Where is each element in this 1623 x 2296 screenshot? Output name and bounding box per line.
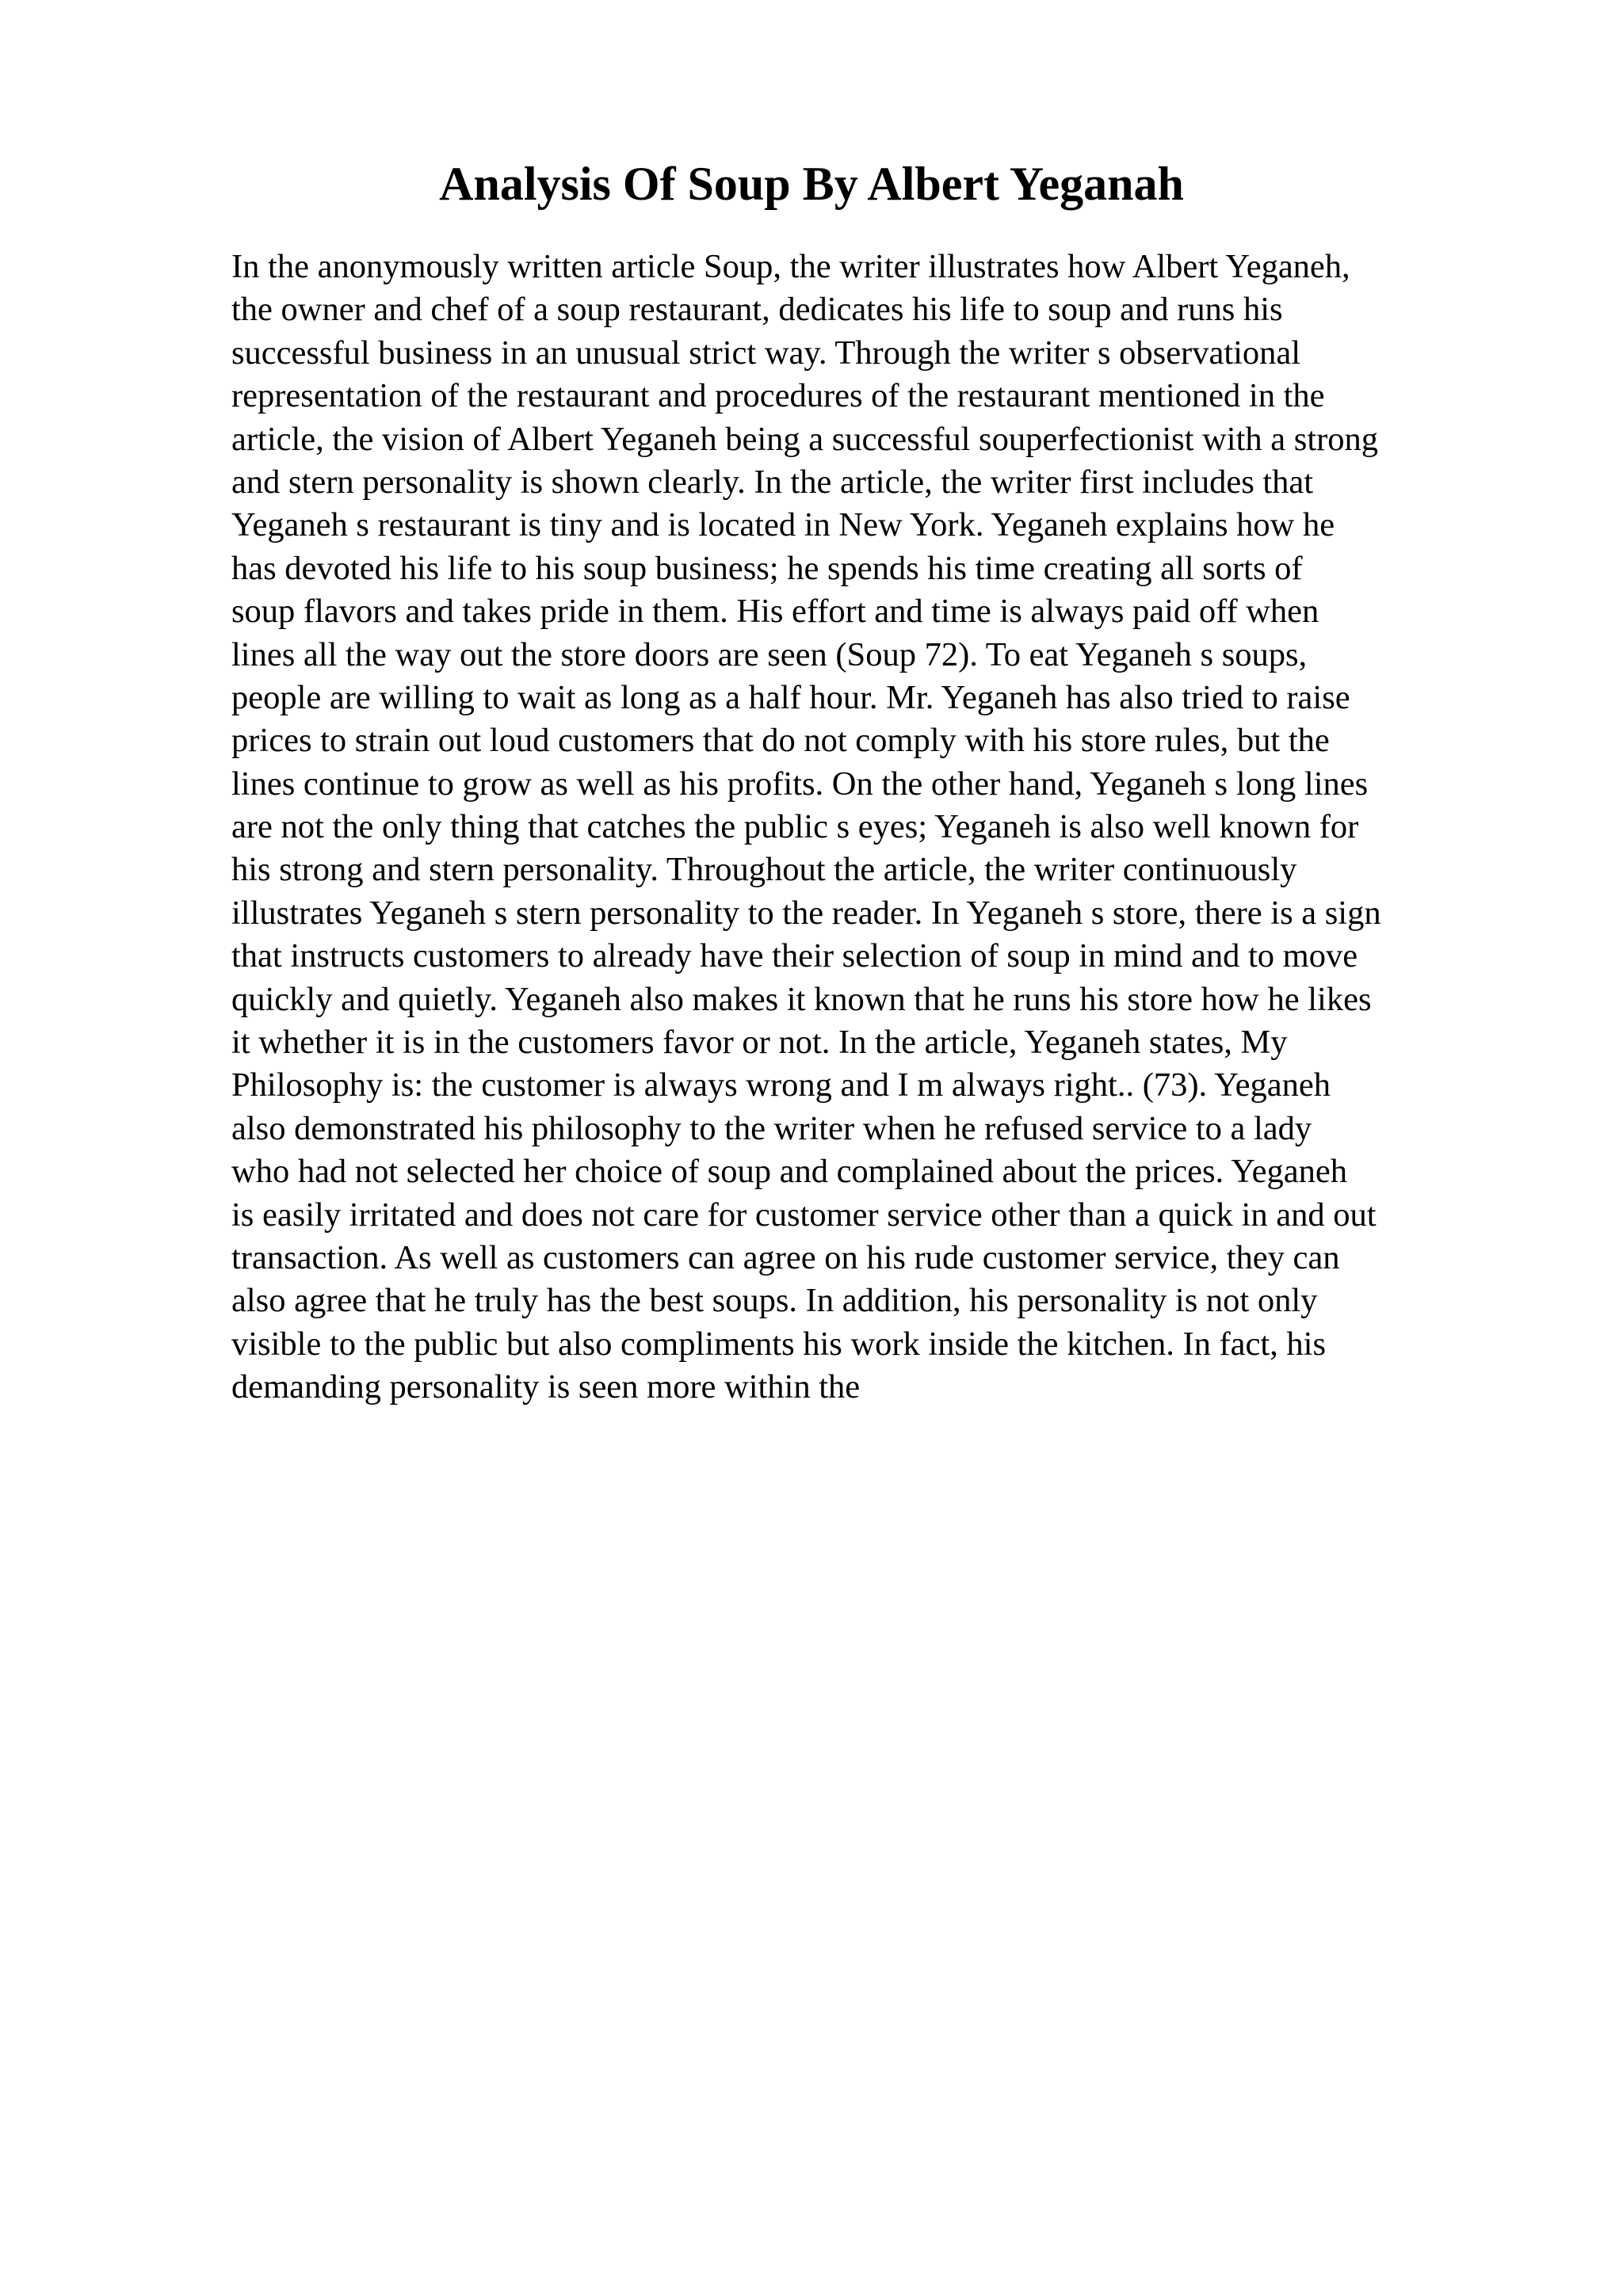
body-line: who had not selected her choice of soup and complained about the prices. Yeganeh bbox=[231, 1153, 1347, 1191]
body-line: are not the only thing that catches the public s eyes; Yeganeh is also well known for bbox=[231, 808, 1359, 846]
body-line: Philosophy is: the customer is always wrong and I m always right.. (73). Yeganeh bbox=[231, 1066, 1331, 1104]
body-line: transaction. As well as customers can agree on his rude customer service, they can bbox=[231, 1238, 1340, 1276]
body-line: Yeganeh s restaurant is tiny and is located in New York. Yeganeh explains how he bbox=[231, 506, 1335, 544]
body-line: and stern personality is shown clearly. In the article, the writer first includes that bbox=[231, 463, 1314, 501]
body-line: illustrates Yeganeh s stern personality to the reader. In Yeganeh s store, there is a sign bbox=[231, 894, 1381, 932]
document-body bbox=[231, 246, 1594, 1409]
body-line: visible to the public but also compliments his work inside the kitchen. In fact, his bbox=[231, 1325, 1327, 1363]
body-line: lines all the way out the store doors are seen (Soup 72). To eat Yeganeh s soups, bbox=[231, 635, 1308, 673]
body-line: is easily irritated and does not care for customer service other than a quick in and out bbox=[231, 1196, 1377, 1234]
body-line: it whether it is in the customers favor or not. In the article, Yeganeh states, My bbox=[231, 1024, 1288, 1062]
body-line: article, the vision of Albert Yeganeh being a successful souperfectionist with a strong bbox=[231, 420, 1379, 458]
body-line: also agree that he truly has the best soups. In addition, his personality is not only bbox=[231, 1282, 1318, 1320]
body-line: prices to strain out loud customers that do not comply with his store rules, but the bbox=[231, 722, 1330, 760]
document-title: Analysis Of Soup By Albert Yeganah bbox=[439, 158, 1184, 210]
body-line: In the anonymously written article Soup, the writer illustrates how Albert Yeganeh, bbox=[231, 248, 1350, 285]
body-line: his strong and stern personality. Throughout the article, the writer continuously bbox=[231, 851, 1297, 889]
body-line: representation of the restaurant and procedures of the restaurant mentioned in the bbox=[231, 377, 1325, 415]
body-line: quickly and quietly. Yeganeh also makes it known that he runs his store how he likes bbox=[231, 980, 1372, 1018]
body-line: the owner and chef of a soup restaurant, dedicates his life to soup and runs his bbox=[231, 291, 1283, 329]
body-line: successful business in an unusual strict way. Through the writer s observational bbox=[231, 334, 1301, 372]
body-line: people are willing to wait as long as a half hour. Mr. Yeganeh has also tried to raise bbox=[231, 678, 1350, 716]
body-line: that instructs customers to already have their selection of soup in mind and to move bbox=[231, 937, 1358, 975]
body-line: also demonstrated his philosophy to the writer when he refused service to a lady bbox=[231, 1109, 1312, 1147]
body-line: has devoted his life to his soup business; he spends his time creating all sorts of bbox=[231, 549, 1303, 587]
body-line: lines continue to grow as well as his profits. On the other hand, Yeganeh s long lines bbox=[231, 765, 1369, 803]
body-line: demanding personality is seen more within the bbox=[231, 1368, 861, 1406]
body-line: soup flavors and takes pride in them. His effort and time is always paid off when bbox=[231, 593, 1319, 631]
